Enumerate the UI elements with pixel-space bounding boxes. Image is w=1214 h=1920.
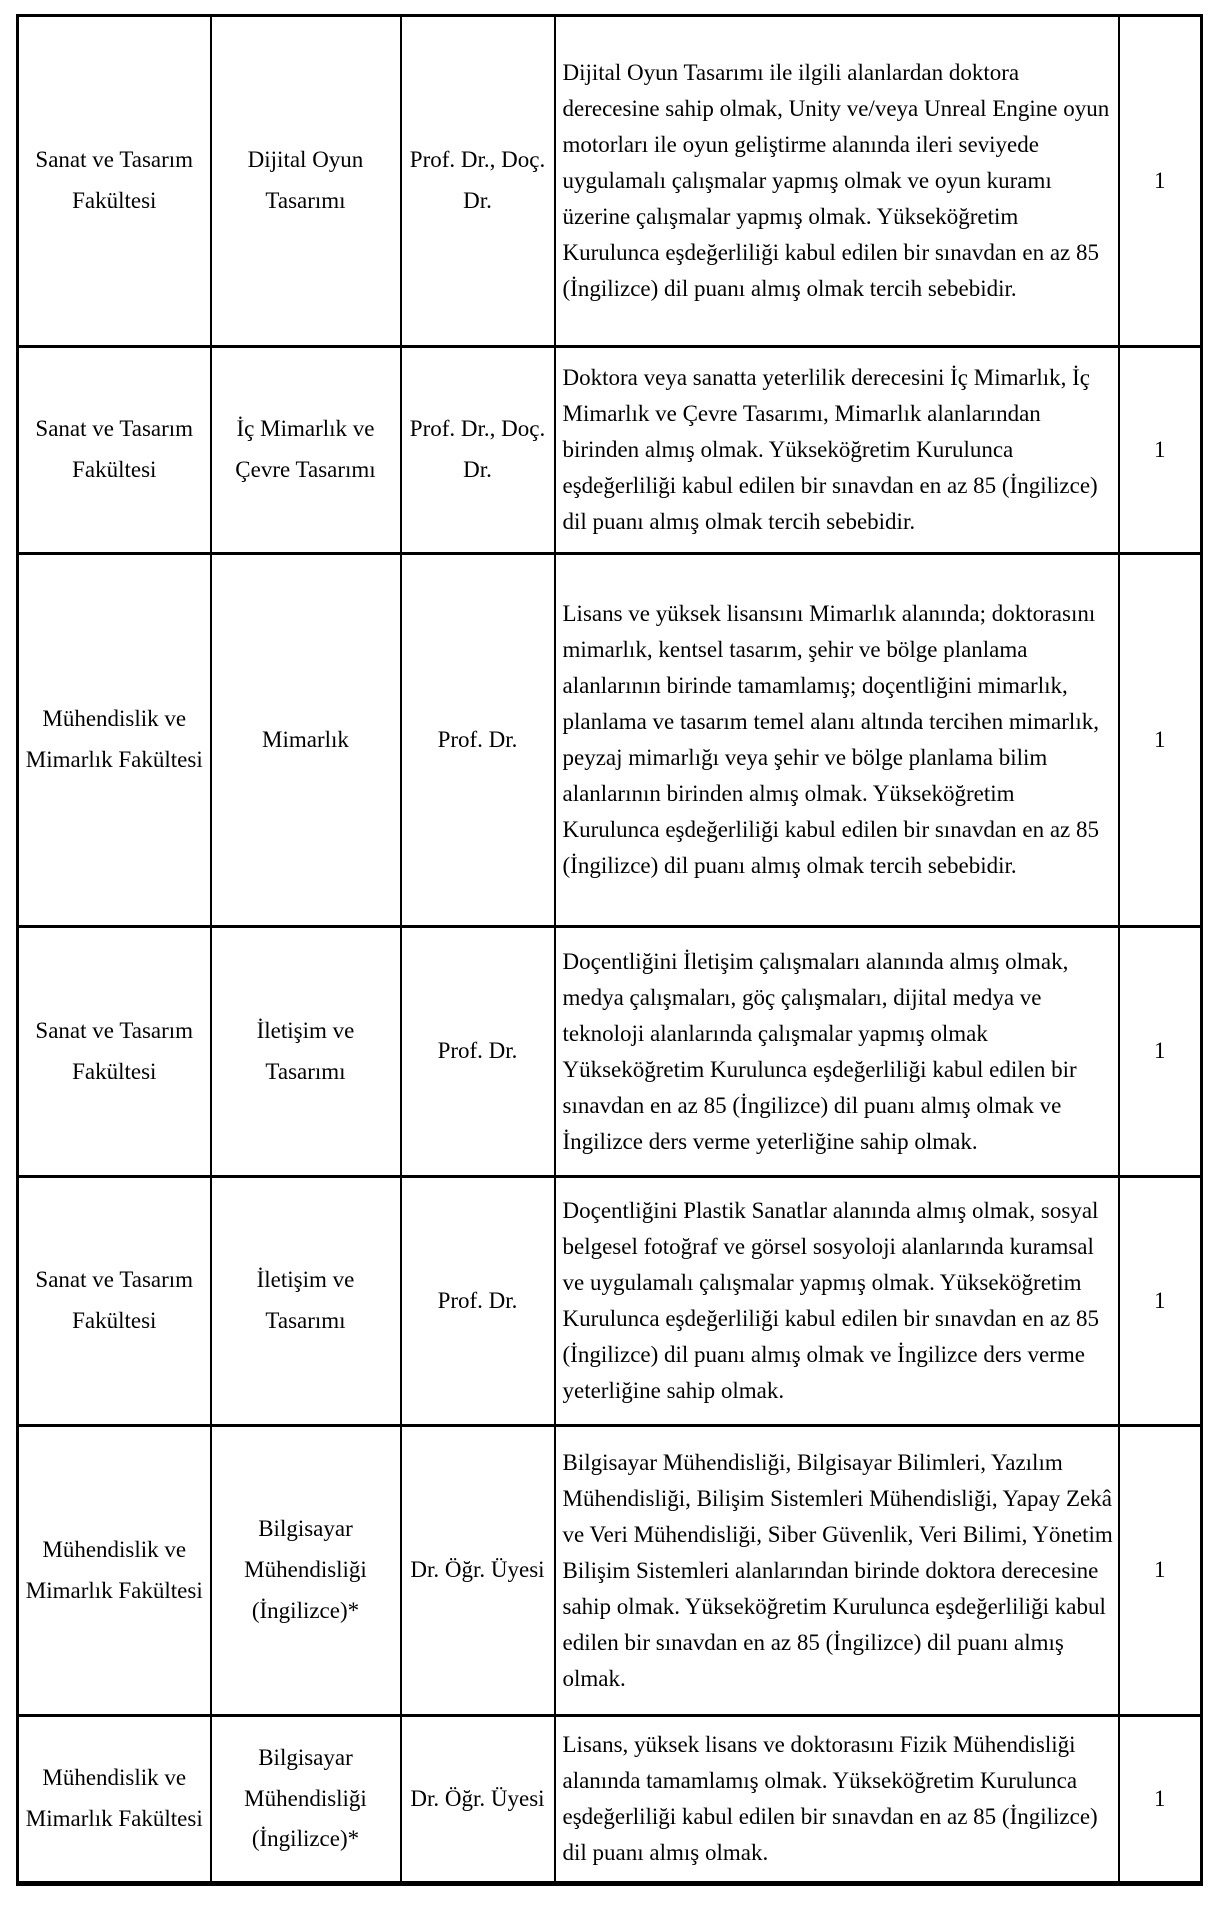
count-cell: 1 <box>1119 554 1202 927</box>
table-body <box>18 16 1202 1884</box>
faculty-cell: Sanat ve Tasarım Fakültesi <box>18 1177 211 1426</box>
title-cell: Prof. Dr. <box>401 1177 555 1426</box>
faculty-cell: Sanat ve Tasarım Fakültesi <box>18 927 211 1177</box>
table-row <box>18 16 1202 347</box>
requirements-cell: Doktora veya sanatta yeterlilik derecesini İç Mimarlık, İç Mimarlık ve Çevre Tasarımı, Mimarlık alanlarından birinden almış olmak. Yükseköğretim Kurulunca eşdeğerliliği kabul edilen bir sınavdan en az 85 (İngilizce) dil puanı almış olmak tercih sebebidir. <box>555 347 1119 554</box>
requirements-cell: Bilgisayar Mühendisliği, Bilgisayar Bilimleri, Yazılım Mühendisliği, Bilişim Sistemleri Mühendisliği, Yapay Zekâ ve Veri Mühendisliği, Siber Güvenlik, Veri Bilimi, Yönetim Bilişim Sistemleri alanlarından birinde doktora derecesine sahip olmak. Yükseköğretim Kurulunca eşdeğerliliği kabul edilen bir sınavdan en az 85 (İngilizce) dil puanı almış olmak. <box>555 1426 1119 1716</box>
table-row <box>18 554 1202 927</box>
department-cell: Bilgisayar Mühendisliği (İngilizce)* <box>211 1426 401 1716</box>
faculty-cell: Sanat ve Tasarım Fakültesi <box>18 347 211 554</box>
table-row <box>18 927 1202 1177</box>
department-cell: Bilgisayar Mühendisliği (İngilizce)* <box>211 1716 401 1884</box>
table-row <box>18 1426 1202 1716</box>
academic-positions-table <box>16 14 1203 1886</box>
title-cell: Dr. Öğr. Üyesi <box>401 1426 555 1716</box>
department-cell: Dijital Oyun Tasarımı <box>211 16 401 347</box>
count-cell: 1 <box>1119 1426 1202 1716</box>
requirements-cell: Dijital Oyun Tasarımı ile ilgili alanlardan doktora derecesine sahip olmak, Unity ve/veya Unreal Engine oyun motorları ile oyun geliştirme alanında ileri seviyede uygulamalı çalışmalar yapmış olmak ve oyun kuramı üzerine çalışmalar yapmış olmak. Yükseköğretim Kurulunca eşdeğerliliği kabul edilen bir sınavdan en az 85 (İngilizce) dil puanı almış olmak tercih sebebidir. <box>555 16 1119 347</box>
department-cell: İç Mimarlık ve Çevre Tasarımı <box>211 347 401 554</box>
requirements-cell: Lisans, yüksek lisans ve doktorasını Fizik Mühendisliği alanında tamamlamış olmak. Yükseköğretim Kurulunca eşdeğerliliği kabul edilen bir sınavdan en az 85 (İngilizce) dil puanı almış olmak. <box>555 1716 1119 1884</box>
requirements-cell: Doçentliğini İletişim çalışmaları alanında almış olmak, medya çalışmaları, göç çalışmaları, dijital medya ve teknoloji alanlarında çalışmalar yapmış olmak Yükseköğretim Kurulunca eşdeğerliliği kabul edilen bir sınavdan en az 85 (İngilizce) dil puanı almış olmak ve İngilizce ders verme yeterliğine sahip olmak. <box>555 927 1119 1177</box>
table-row <box>18 347 1202 554</box>
table-row <box>18 1177 1202 1426</box>
requirements-cell: Doçentliğini Plastik Sanatlar alanında almış olmak, sosyal belgesel fotoğraf ve görsel sosyoloji alanlarında kuramsal ve uygulamalı çalışmalar yapmış olmak. Yükseköğretim Kurulunca eşdeğerliliği kabul edilen bir sınavdan en az 85 (İngilizce) dil puanı almış olmak ve İngilizce ders verme yeterliğine sahip olmak. <box>555 1177 1119 1426</box>
requirements-cell: Lisans ve yüksek lisansını Mimarlık alanında; doktorasını mimarlık, kentsel tasarım, şehir ve bölge planlama alanlarının birinde tamamlamış; doçentliğini mimarlık, planlama ve tasarım temel alanı altında tercihen mimarlık, peyzaj mimarlığı veya şehir ve bölge planlama bilim alanlarının birinden almış olmak. Yükseköğretim Kurulunca eşdeğerliliği kabul edilen bir sınavdan en az 85 (İngilizce) dil puanı almış olmak tercih sebebidir. <box>555 554 1119 927</box>
department-cell: İletişim ve Tasarımı <box>211 927 401 1177</box>
count-cell: 1 <box>1119 927 1202 1177</box>
table-row <box>18 1716 1202 1884</box>
faculty-cell: Mühendislik ve Mimarlık Fakültesi <box>18 1426 211 1716</box>
department-cell: İletişim ve Tasarımı <box>211 1177 401 1426</box>
department-cell: Mimarlık <box>211 554 401 927</box>
faculty-cell: Mühendislik ve Mimarlık Fakültesi <box>18 554 211 927</box>
title-cell: Dr. Öğr. Üyesi <box>401 1716 555 1884</box>
count-cell: 1 <box>1119 1177 1202 1426</box>
count-cell: 1 <box>1119 1716 1202 1884</box>
title-cell: Prof. Dr., Doç. Dr. <box>401 347 555 554</box>
title-cell: Prof. Dr. <box>401 927 555 1177</box>
count-cell: 1 <box>1119 347 1202 554</box>
title-cell: Prof. Dr. <box>401 554 555 927</box>
faculty-cell: Sanat ve Tasarım Fakültesi <box>18 16 211 347</box>
title-cell: Prof. Dr., Doç. Dr. <box>401 16 555 347</box>
faculty-cell: Mühendislik ve Mimarlık Fakültesi <box>18 1716 211 1884</box>
count-cell: 1 <box>1119 16 1202 347</box>
